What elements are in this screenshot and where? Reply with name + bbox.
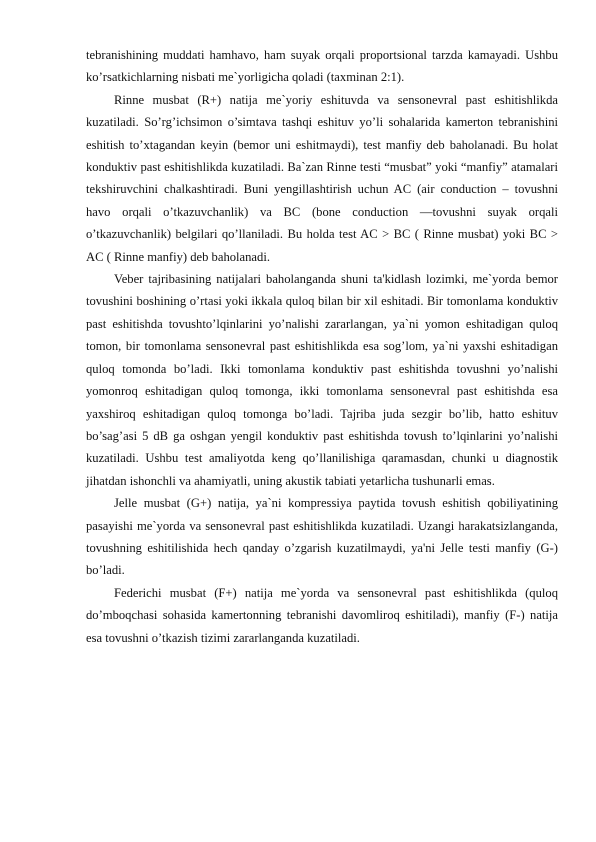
paragraph-weber-test: Veber tajribasining natijalari baholanganda shuni ta'kidlash lozimki, me`yorda bemor tovushini boshining o’rtasi yoki ikkala quloq bilan bir xil eshitadi. Bir tomonlama konduktiv past eshitishda tovushto’lqinlarini yo’nalishi zararlangan, ya`ni yomon eshitadigan quloq tomon, bir tomonlama sensonevral past eshitishlikda esa sog’lom, ya`ni yaxshi eshitadigan quloq tomonda bo’ladi. Ikki tomonlama konduktiv past eshitishda tovushni yo’nalishi yomonroq eshitadigan quloq tomonga, ikki tomonlama sensonevral past eshitishda esa yaxshiroq eshitadigan quloq tomonga bo’ladi. Tajriba juda sezgir bo’lib, hatto eshituv bo’sag’asi 5 dB ga oshgan yengil konduktiv past eshitishda tovush to’lqinlarini yo’nalishi kuzatiladi. Ushbu test amaliyotda keng qo’llanilishiga qaramasdan, chunki u diagnostik jihatdan ishonchli va ahamiyatli, uning akustik tabiati yetarlicha tushunarli emas. bbox=[86, 272, 558, 488]
document-page bbox=[86, 44, 558, 649]
paragraph-continuation: tebranishining muddati hamhavo, ham suyak orqali proportsional tarzda kamayadi. Ushbu ko’rsatkichlarning nisbati me`yorligicha qoladi (taxminan 2:1). bbox=[86, 48, 558, 85]
paragraph-federici-test: Federichi musbat (F+) natija me`yorda va sensonevral past eshitishlikda (quloq do’mboqchasi sohasida kamertonning tebranishi davomliroq eshitiladi), manfiy (F-) natija esa tovushni o’tkazish tizimi zararlanganda kuzatiladi. bbox=[86, 585, 558, 645]
paragraph-gelle-test: Jelle musbat (G+) natija, ya`ni kompressiya paytida tovush eshitish qobiliyatining pasayishi me`yorda va sensonevral past eshitishlikda kuzatiladi. Uzangi harakatsizlanganda, tovushning eshitilishida hech qanday o’zgarish kuzatilmaydi, ya'ni Jelle testi manfiy (G-) bo’ladi. bbox=[86, 496, 558, 578]
paragraph-rinne-test: Rinne musbat (R+) natija me`yoriy eshituvda va sensonevral past eshitishlikda kuzatiladi. So’rg’ichsimon o’simtava tashqi eshituv yo’li sohalarida kamerton tebranishini eshitish to’xtagandan keyin (bemor uni eshitmaydi), test manfiy deb baholanadi. Bu holat konduktiv past eshitishlikda kuzatiladi. Ba`zan Rinne testi “musbat” yoki “manfiy” atamalari tekshiruvchini chalkashtiradi. Buni yengillashtirish uchun AC (air conduction – tovushni havo orqali o’tkazuvchanlik) va BC (bone conduction —tovushni suyak orqali o’tkazuvchanlik) belgilari qo’llaniladi. Bu holda test AC > BC ( Rinne musbat) yoki BC > AC ( Rinne manfiy) deb baholanadi. bbox=[86, 92, 558, 264]
